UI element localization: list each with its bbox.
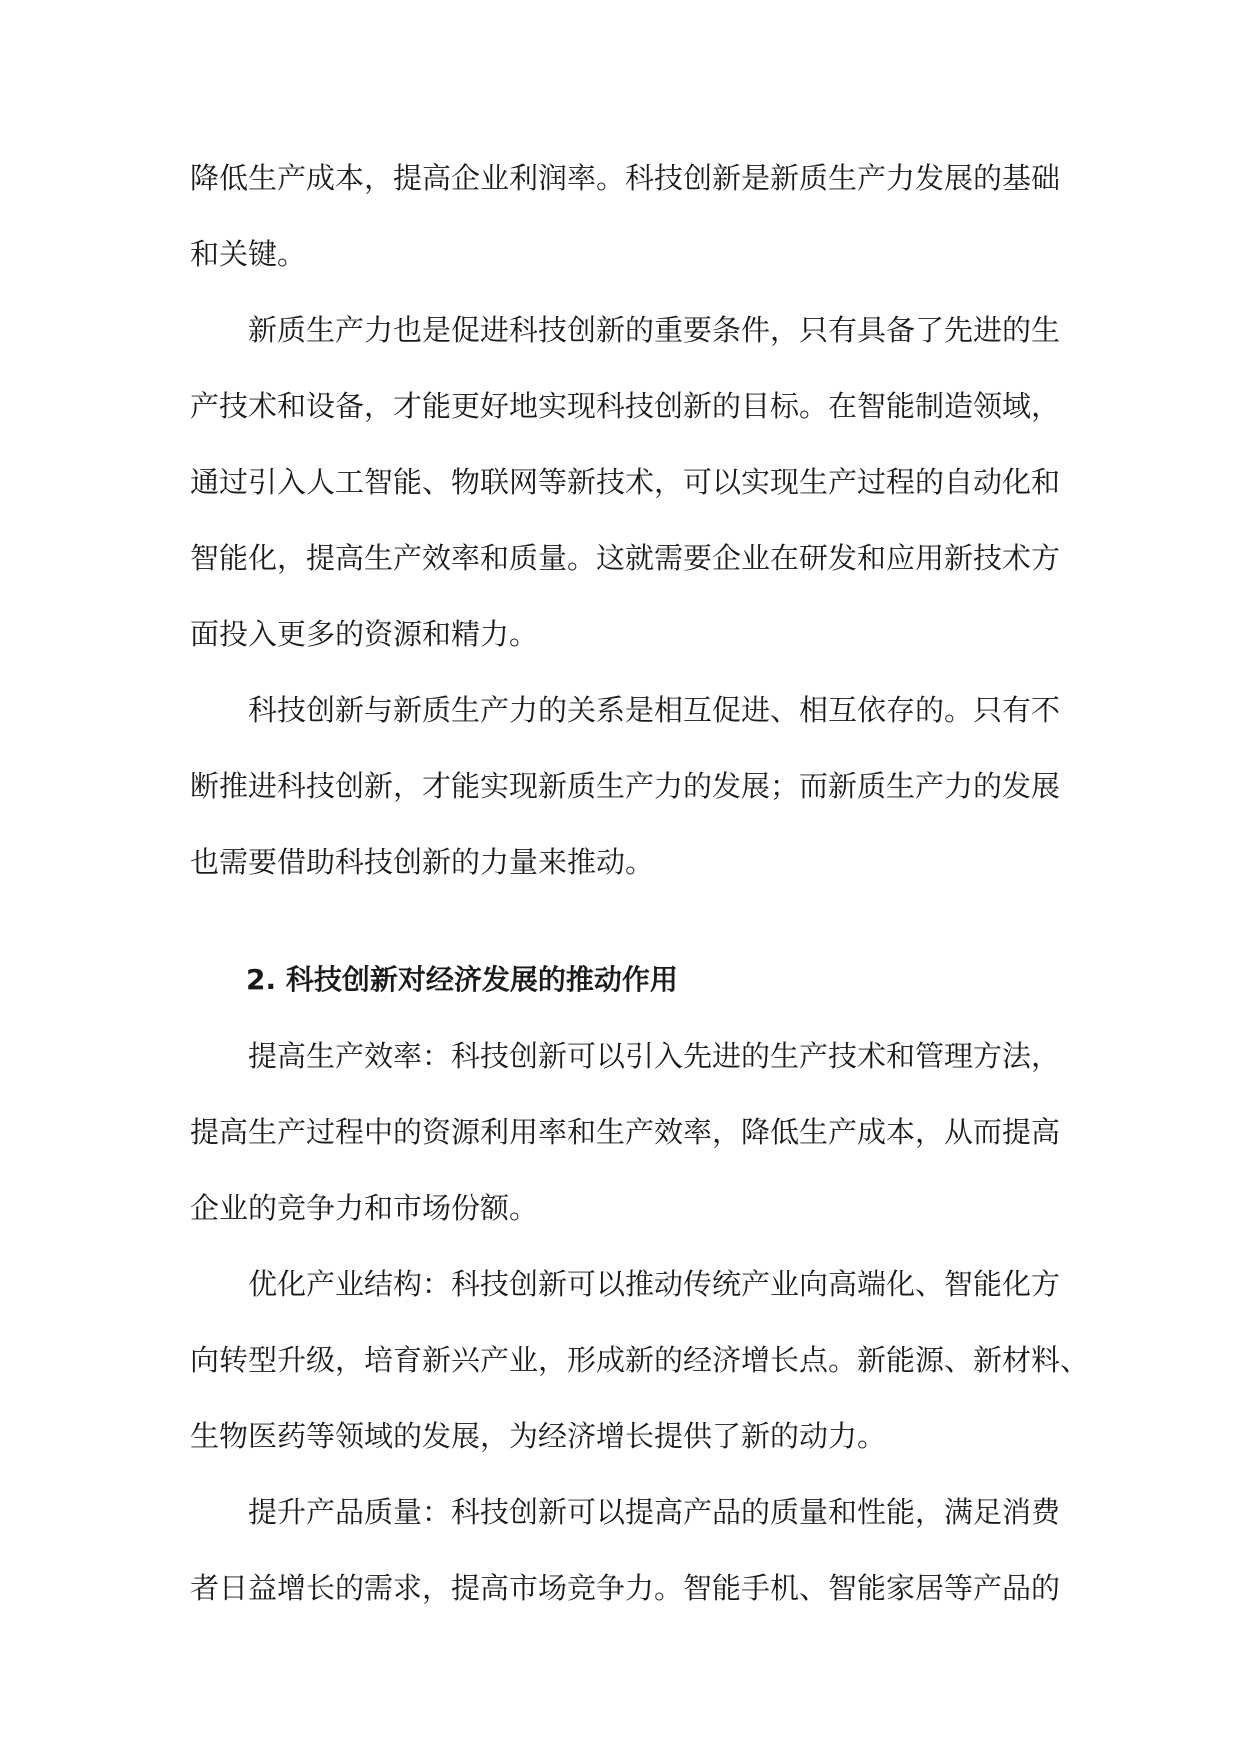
text-line: 断推进科技创新，才能实现新质生产力的发展；而新质生产力的发展 — [190, 769, 1061, 803]
paragraph-1 — [190, 140, 1060, 292]
text-line: 提高生产过程中的资源利用率和生产效率，降低生产成本，从而提高 — [190, 1115, 1061, 1149]
text-line: 也需要借助科技创新的力量来推动。 — [190, 845, 655, 879]
text-line: 智能化，提高生产效率和质量。这就需要企业在研发和应用新技术方 — [190, 541, 1061, 575]
text-line: 企业的竞争力和市场份额。 — [190, 1191, 539, 1225]
text-line: 提高生产效率：科技创新可以引入先进的生产技术和管理方法， — [248, 1039, 1061, 1073]
paragraph-6 — [190, 1474, 1060, 1626]
section-heading: 2. 科技创新对经济发展的推动作用 — [246, 963, 678, 996]
paragraph-4 — [190, 1018, 1060, 1246]
text-line: 科技创新与新质生产力的关系是相互促进、相互依存的。只有不 — [248, 693, 1061, 727]
paragraph-2 — [190, 292, 1060, 672]
text-line: 和关键。 — [190, 237, 307, 271]
text-line: 提升产品质量：科技创新可以提高产品的质量和性能，满足消费 — [248, 1495, 1061, 1529]
text-line: 通过引入人工智能、物联网等新技术，可以实现生产过程的自动化和 — [190, 465, 1061, 499]
document-body — [190, 140, 1090, 1626]
text-line: 者日益增长的需求，提高市场竞争力。智能手机、智能家居等产品的 — [190, 1571, 1061, 1605]
text-line: 产技术和设备，才能更好地实现科技创新的目标。在智能制造领域， — [190, 389, 1061, 423]
text-line: 优化产业结构：科技创新可以推动传统产业向高端化、智能化方 — [248, 1267, 1061, 1301]
text-line: 向转型升级，培育新兴产业，形成新的经济增长点。新能源、新材料、 — [190, 1343, 1090, 1377]
text-line: 生物医药等领域的发展，为经济增长提供了新的动力。 — [190, 1419, 887, 1453]
text-line: 面投入更多的资源和精力。 — [190, 617, 539, 651]
text-line: 降低生产成本，提高企业利润率。科技创新是新质生产力发展的基础 — [190, 161, 1061, 195]
paragraph-5 — [190, 1246, 1090, 1474]
text-line: 新质生产力也是促进科技创新的重要条件，只有具备了先进的生 — [248, 313, 1061, 347]
paragraph-3 — [190, 672, 1060, 900]
